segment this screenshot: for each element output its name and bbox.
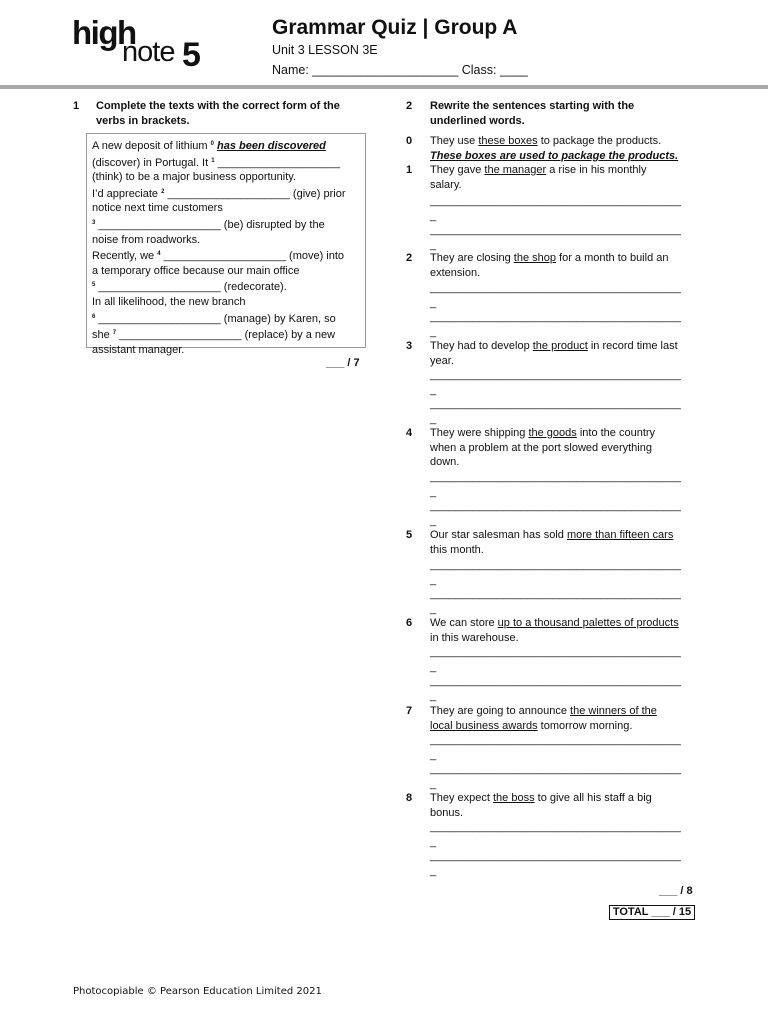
q2-item-3-answer-lines[interactable]: _________________________________________ _ _________________________________________ _ <box>430 369 681 425</box>
q2-example-number: 0 <box>406 135 413 147</box>
page-title: Grammar Quiz | Group A <box>272 16 518 39</box>
q1-gap-2[interactable]: ____________________ (give) prior <box>164 187 346 200</box>
q2-item-3: They had to develop the product in record time last year. <box>430 340 678 367</box>
q2-item-5: Our star salesman has sold more than fifteen cars this month. <box>430 529 674 556</box>
q1-number: 1 <box>73 100 80 112</box>
header-divider <box>0 85 768 89</box>
q2-item-3-number: 3 <box>406 340 413 352</box>
page-subtitle: Unit 3 LESSON 3E <box>272 43 378 57</box>
q1-gap-5[interactable]: ____________________ (redecorate). <box>95 281 287 294</box>
q2-example: They use these boxes to package the products. These boxes are used to package the products. <box>430 135 679 162</box>
q1-gap-4[interactable]: ____________________ (move) into <box>160 250 345 263</box>
q2-item-6: We can store up to a thousand palettes of products in this warehouse. <box>430 617 679 644</box>
total-score-box: TOTAL ___ / 15 <box>609 905 695 920</box>
q2-number: 2 <box>406 100 413 112</box>
footer-copyright: Photocopiable © Pearson Education Limited 2021 <box>73 986 322 997</box>
q1-example-answer: has been discovered <box>217 140 326 152</box>
logo-number: 5 <box>182 36 201 74</box>
q2-item-1-answer-lines[interactable]: _________________________________________ _ _________________________________________ _ <box>430 195 681 251</box>
q2-item-2: They are closing the shop for a month to build an extension. <box>430 252 669 279</box>
q2-item-4-number: 4 <box>406 427 413 439</box>
q2-item-7-answer-lines[interactable]: _________________________________________ _ _________________________________________ _ <box>430 734 681 790</box>
logo-note: note <box>122 36 175 68</box>
q2-item-4-answer-lines[interactable]: _________________________________________ _ _________________________________________ _ <box>430 471 681 527</box>
logo-high: high <box>72 14 136 51</box>
q2-item-6-number: 6 <box>406 617 413 629</box>
q2-instruction: Rewrite the sentences starting with the underlined words. <box>430 100 635 127</box>
q2-item-4: They were shipping the goods into the country when a problem at the port slowed everything down. <box>430 427 656 469</box>
q2-example-answer: These boxes are used to package the products. <box>430 149 679 162</box>
q2-item-1: They gave the manager a rise in his monthly salary. <box>430 164 647 191</box>
q1-gap-3[interactable]: ____________________ (be) disrupted by the <box>95 218 325 231</box>
q1-score: ___ / 7 <box>326 357 360 369</box>
q2-item-8-number: 8 <box>406 792 413 804</box>
q2-item-8: They expect the boss to give all his staff a big bonus. <box>430 792 652 819</box>
q1-text-box <box>86 133 366 356</box>
q1-gap-6[interactable]: ____________________ (manage) by Karen, so <box>95 312 336 325</box>
q2-item-7: They are going to announce the winners of the local business awards tomorrow morning. <box>430 705 657 732</box>
q1-gap-7[interactable]: ____________________ (replace) by a new <box>116 329 336 342</box>
q1-instruction: Complete the texts with the correct form of the verbs in brackets. <box>96 100 340 127</box>
q2-item-8-answer-lines[interactable]: _________________________________________ _ _________________________________________ _ <box>430 821 681 877</box>
q2-item-5-number: 5 <box>406 529 413 541</box>
q2-item-2-answer-lines[interactable]: _________________________________________ _ _________________________________________ _ <box>430 282 681 338</box>
q1-passage: A new deposit of lithium $^0$ has been discovered (discover) in Portugal. It $^1$ ____________________ (think) to be a major business opportunity. I’d appreciate $^2$ ____________________ (give) prior notice next time customers $^3$ ____________________ (be) disrupted by the noise from roadworks. Recently, we $^4$ ____________________ (move) into a temporary office because our main office $^5$ ____________________ (redecorate). In all likelihood, the new branch $^6$ ____________________ (manage) by Karen, so she $^7$ ____________________ (replace) by a new assistant manager. <box>92 140 346 356</box>
q1-gap-1[interactable]: ____________________ <box>214 156 340 169</box>
q2-score: ___ / 8 <box>659 885 693 897</box>
q2-item-7-number: 7 <box>406 705 413 717</box>
name-class-line: Name: _____________________ Class: ____ <box>272 63 528 77</box>
q2-item-1-number: 1 <box>406 164 413 176</box>
q2-item-5-answer-lines[interactable]: _________________________________________ _ _________________________________________ _ <box>430 559 681 615</box>
q2-item-6-answer-lines[interactable]: _________________________________________ _ _________________________________________ _ <box>430 646 681 702</box>
q2-item-2-number: 2 <box>406 252 413 264</box>
